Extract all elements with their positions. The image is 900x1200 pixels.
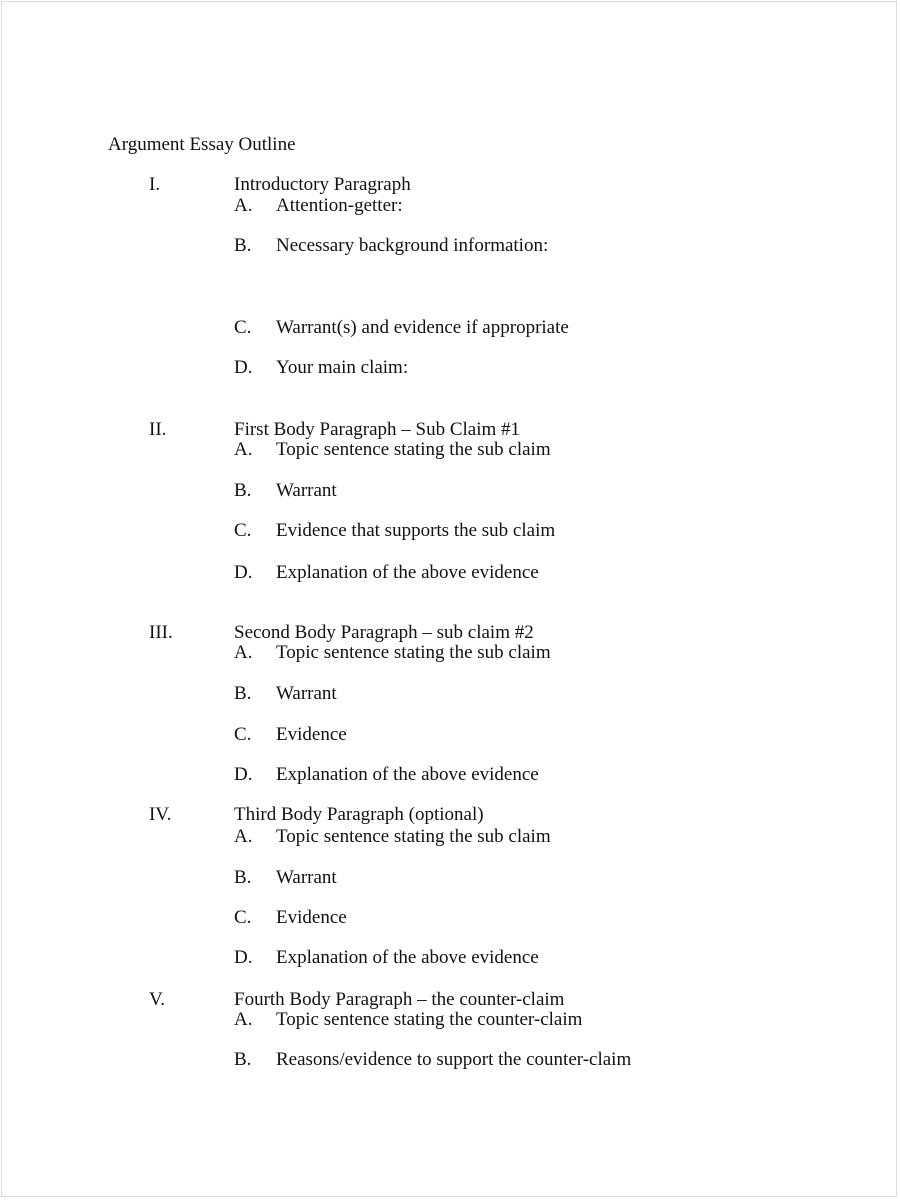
outline-item-text: Topic sentence stating the sub claim bbox=[276, 642, 551, 663]
outline-item-text: Your main claim: bbox=[276, 357, 409, 378]
document-page bbox=[1, 1, 897, 1197]
outline-item-letter: B. bbox=[234, 480, 252, 501]
outline-item-letter: B. bbox=[234, 1049, 252, 1070]
outline-item-text: Topic sentence stating the sub claim bbox=[276, 826, 551, 847]
section-heading-3: Second Body Paragraph – sub claim #2 bbox=[234, 622, 534, 643]
outline-item-letter: B. bbox=[234, 235, 252, 256]
outline-item-letter: D. bbox=[234, 947, 253, 968]
outline-item-text: Explanation of the above evidence bbox=[276, 947, 539, 968]
outline-item-text: Evidence bbox=[276, 724, 347, 745]
outline-item-letter: A. bbox=[234, 826, 253, 847]
section-numeral-5: V. bbox=[149, 989, 166, 1010]
section-numeral-3: III. bbox=[149, 622, 173, 643]
outline-item-text: Attention-getter: bbox=[276, 195, 403, 216]
section-numeral-4: IV. bbox=[149, 804, 172, 825]
outline-item-text: Necessary background information: bbox=[276, 235, 549, 256]
outline-item-letter: A. bbox=[234, 1009, 253, 1030]
outline-item-letter: D. bbox=[234, 562, 253, 583]
outline-item-letter: B. bbox=[234, 867, 252, 888]
outline-item-text: Reasons/evidence to support the counter-claim bbox=[276, 1049, 632, 1070]
section-numeral-2: II. bbox=[149, 419, 167, 440]
outline-item-text: Warrant bbox=[276, 867, 337, 888]
outline-item-letter: A. bbox=[234, 195, 253, 216]
outline-item-letter: B. bbox=[234, 683, 252, 704]
outline-item-text: Evidence that supports the sub claim bbox=[276, 520, 556, 541]
document-title: Argument Essay Outline bbox=[108, 134, 296, 155]
outline-item-letter: C. bbox=[234, 520, 252, 541]
section-heading-1: Introductory Paragraph bbox=[234, 174, 411, 195]
outline-item-text: Explanation of the above evidence bbox=[276, 764, 539, 785]
outline-item-text: Warrant bbox=[276, 480, 337, 501]
outline-item-letter: C. bbox=[234, 907, 252, 928]
outline-item-letter: D. bbox=[234, 357, 253, 378]
section-heading-4: Third Body Paragraph (optional) bbox=[234, 804, 484, 825]
outline-item-text: Explanation of the above evidence bbox=[276, 562, 539, 583]
outline-item-letter: A. bbox=[234, 642, 253, 663]
outline-item-text: Warrant bbox=[276, 683, 337, 704]
outline-item-text: Topic sentence stating the sub claim bbox=[276, 439, 551, 460]
outline-item-letter: C. bbox=[234, 317, 252, 338]
section-numeral-1: I. bbox=[149, 174, 161, 195]
section-heading-5: Fourth Body Paragraph – the counter-claim bbox=[234, 989, 565, 1010]
section-heading-2: First Body Paragraph – Sub Claim #1 bbox=[234, 419, 521, 440]
outline-item-letter: C. bbox=[234, 724, 252, 745]
outline-item-letter: A. bbox=[234, 439, 253, 460]
outline-item-letter: D. bbox=[234, 764, 253, 785]
outline-item-text: Topic sentence stating the counter-claim bbox=[276, 1009, 583, 1030]
outline-item-text: Warrant(s) and evidence if appropriate bbox=[276, 317, 569, 338]
outline-item-text: Evidence bbox=[276, 907, 347, 928]
